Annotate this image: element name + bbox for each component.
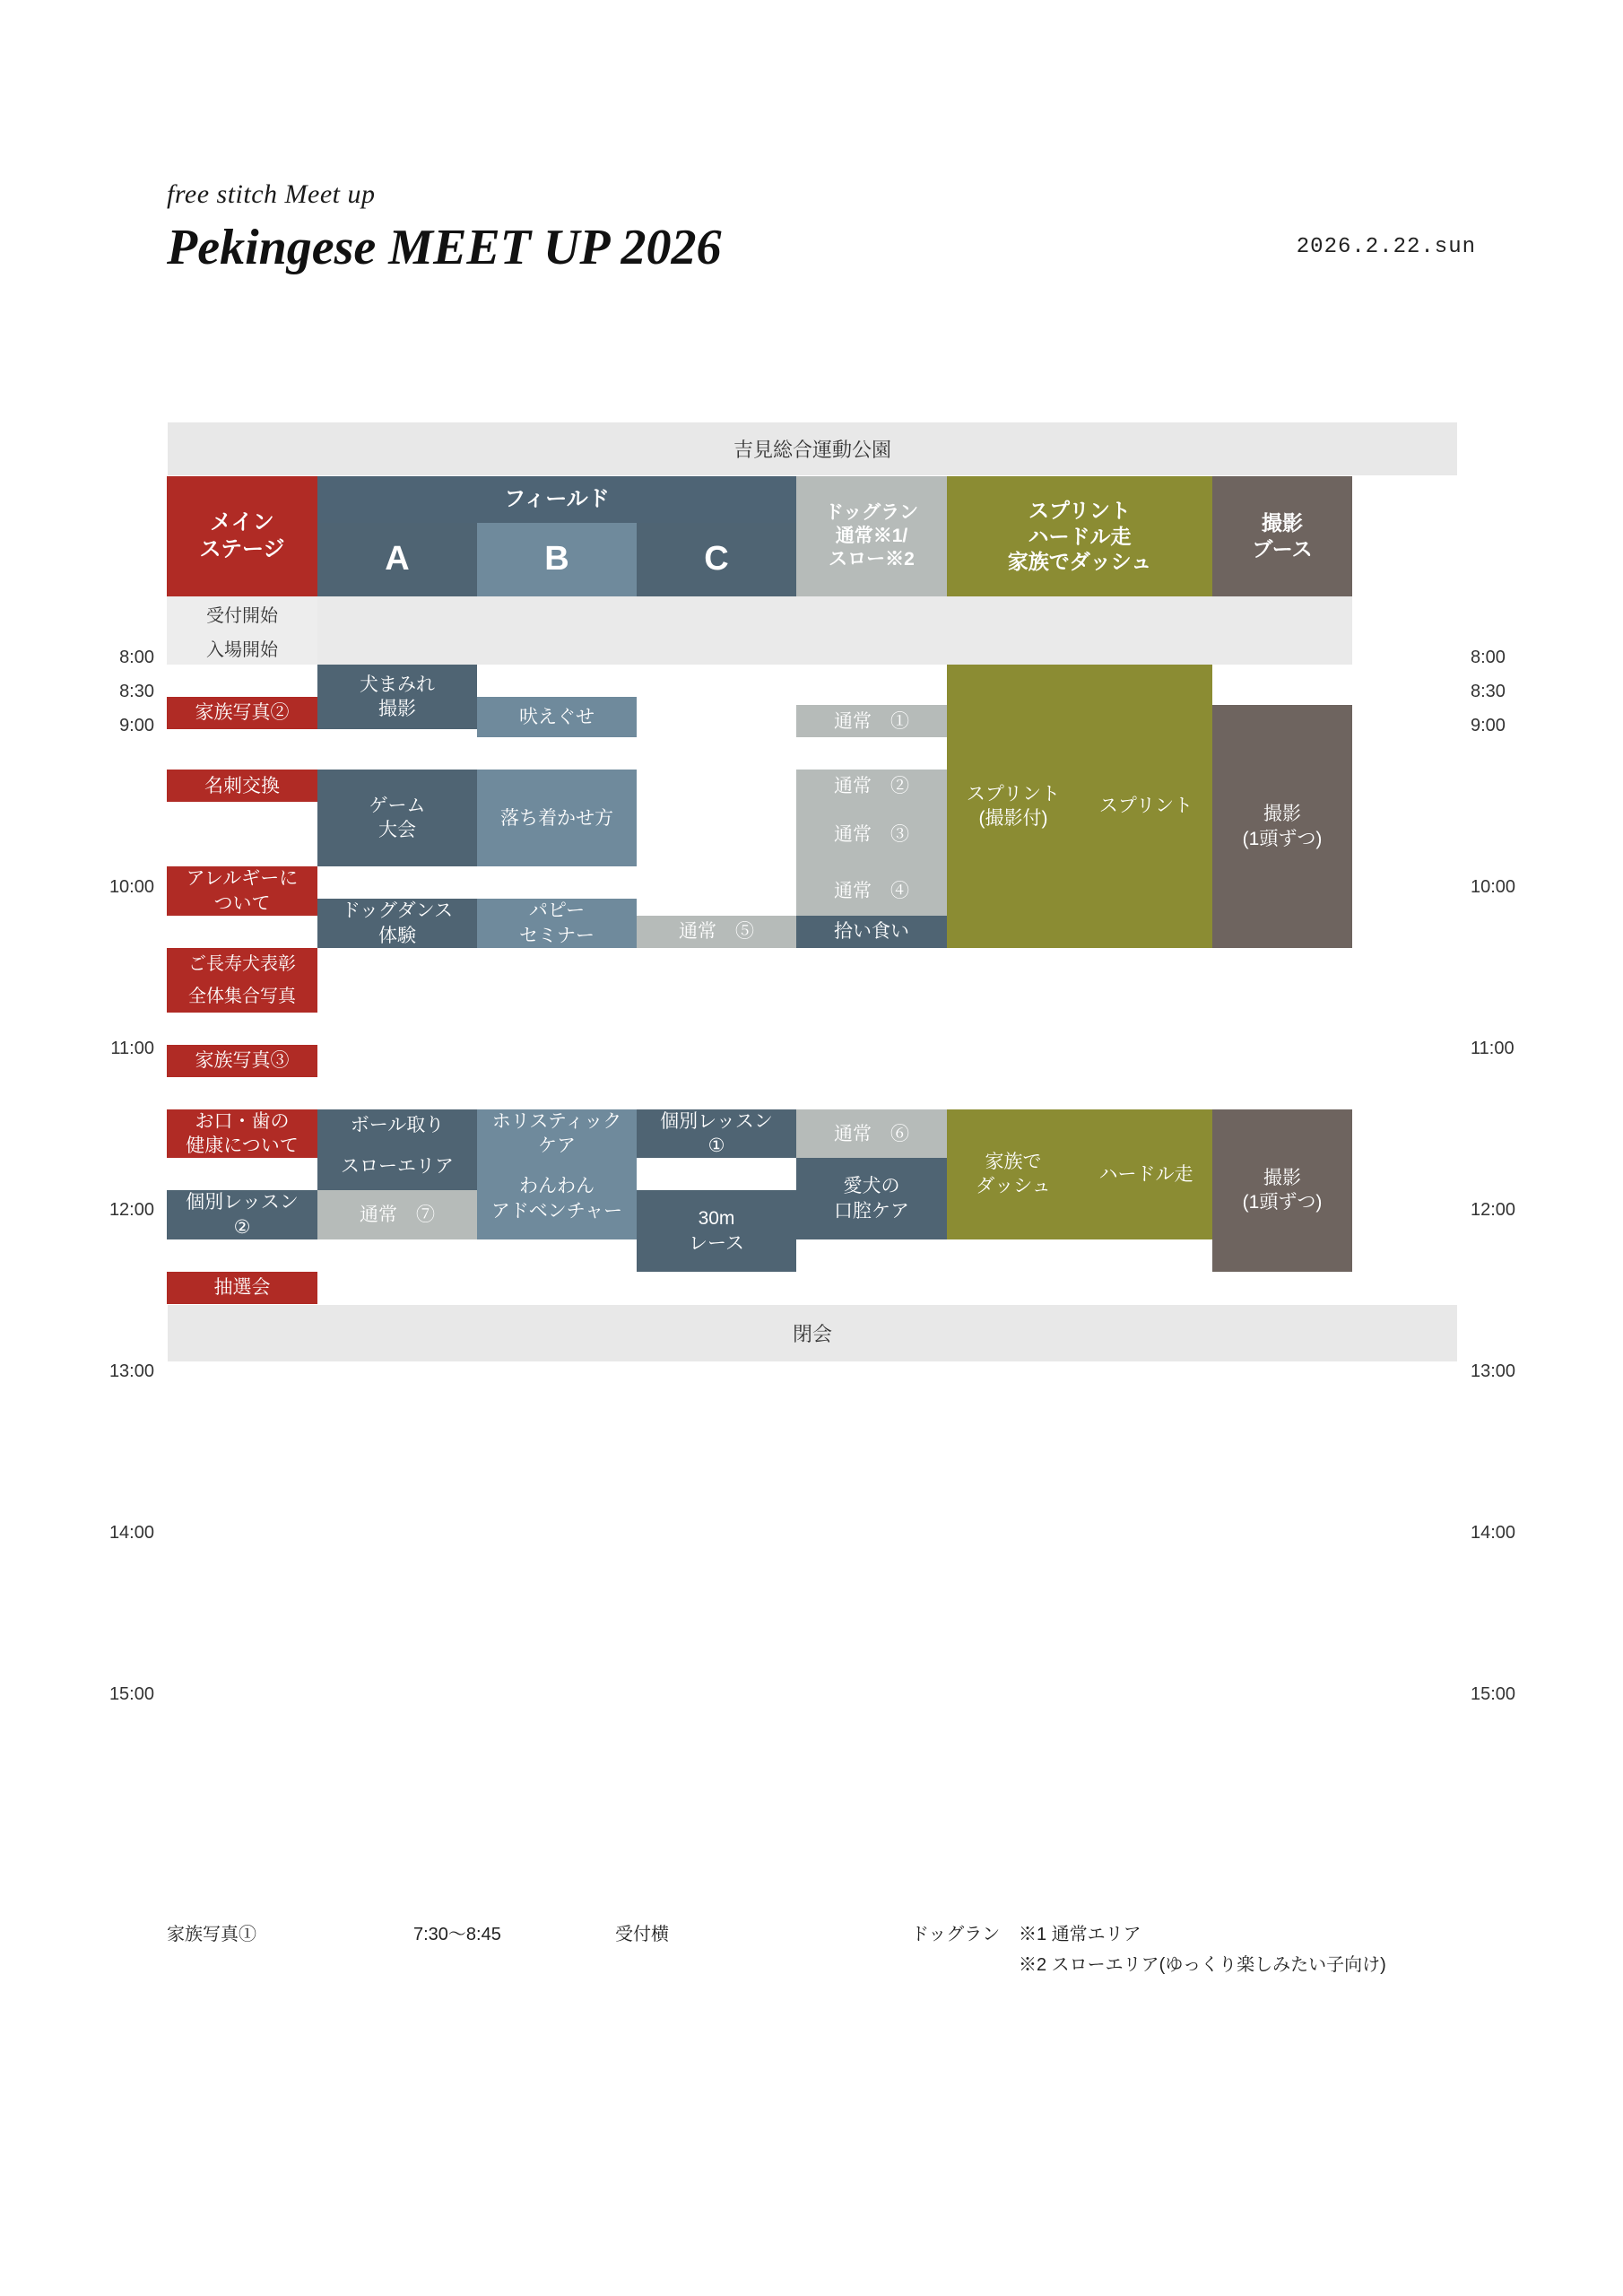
block-private-lesson-1-line1: 個別レッスン [660, 1110, 773, 1132]
cell-c-0830 [637, 631, 796, 665]
block-dogrun-normal-5: 通常 ⑤ [637, 916, 796, 948]
cell-main-1300 [167, 916, 317, 948]
block-puppy-line1: パピー [528, 900, 586, 922]
cell-main-1015 [167, 729, 317, 770]
col-header-main-stage-line1: メイン [210, 510, 274, 535]
block-puppy-line2: セミナー [519, 925, 595, 946]
col-header-dogrun-line3: スロー※2 [829, 549, 915, 570]
cell-b-0800 [477, 596, 637, 631]
cell-sprint2-0830 [1080, 631, 1212, 665]
block-game-line2: 大会 [378, 820, 416, 841]
schedule-table [167, 476, 1458, 1304]
time-right-1300: 13:00 [1471, 1361, 1516, 1381]
venue-name: 吉見総合運動公園 [167, 422, 1458, 476]
cell-b-noon [477, 948, 637, 1109]
cell-main-noon-gap2 [167, 1077, 317, 1109]
cell-a-1015 [317, 729, 477, 770]
block-family-dash-line2: ダッシュ [976, 1176, 1051, 1197]
block-sprint [1080, 665, 1212, 948]
block-photo-shoot-am [1212, 705, 1352, 948]
block-sprint-photo-line2: (撮影付) [978, 807, 1048, 829]
cell-b-0830 [477, 631, 637, 665]
cell-main-1115 [167, 802, 317, 834]
block-dog-photo-line1: 犬まみれ [360, 674, 435, 695]
block-sprint-label: スプリント [1098, 796, 1193, 817]
block-private-lesson-2-line1: 個別レッスン [186, 1192, 299, 1213]
block-30m-race [637, 1190, 796, 1272]
footer-note-2: ※2 スローエリア(ゆっくり楽しみたい子向け) [1019, 1955, 1386, 1975]
col-header-sprint [947, 476, 1212, 596]
cell-dogrun-end [637, 1272, 796, 1304]
cell-b-0900 [477, 665, 637, 697]
block-adventure-line2: アドベンチャー [490, 1200, 623, 1222]
block-dog-dance [317, 899, 477, 948]
col-header-photo-booth [1212, 476, 1352, 596]
cell-b-1215 [477, 866, 637, 899]
block-holistic-line2: ケア [538, 1135, 576, 1157]
cell-entry-open: 入場開始 [167, 631, 317, 665]
block-oral-care-line2: 口腔ケア [834, 1200, 909, 1222]
cell-dogrun-0800 [796, 596, 947, 631]
col-header-dogrun-line1: ドッグラン [824, 501, 919, 523]
event-title: Pekingese MEET UP 2026 [167, 220, 722, 275]
cell-c-0800 [637, 596, 796, 631]
footer-family-photo-1-label: 家族写真① [167, 1925, 256, 1944]
block-30m-race-line2: レース [689, 1232, 744, 1254]
col-header-photo-line2: ブース [1252, 537, 1313, 561]
col-header-sprint-line1: スプリント [1028, 498, 1132, 522]
cell-photo-0800 [1212, 596, 1352, 631]
block-private-lesson-1-line2: ① [707, 1135, 725, 1157]
footer-row-1 [167, 1919, 1476, 1950]
block-dog-dance-line1: ドッグダンス [341, 900, 454, 922]
block-family-photo-3: 家族写真③ [167, 1045, 317, 1077]
col-header-photo-line1: 撮影 [1262, 511, 1304, 535]
block-game-tournament [317, 770, 477, 866]
footer-dogrun-label: ドッグラン [911, 1925, 1001, 1944]
block-photo-shoot-pm-line1: 撮影 [1263, 1168, 1302, 1189]
block-longevity-award: ご長寿犬表彰 [167, 948, 317, 980]
cell-main-1145 [167, 834, 317, 866]
block-card-exchange: 名刺交換 [167, 770, 317, 802]
time-left-1100: 11:00 [110, 1039, 154, 1058]
cell-photo-0900 [1212, 665, 1352, 705]
block-family-photo-2: 家族写真② [167, 697, 317, 729]
footer-family-photo-1-time: 7:30〜8:45 [413, 1925, 501, 1944]
row-0830 [167, 631, 1458, 665]
cell-photo-noon [1431, 948, 1458, 1109]
block-dogrun-normal-2: 通常 ② [796, 770, 947, 802]
col-header-dogrun-line2: 通常※1/ [835, 525, 908, 546]
cell-dogrun-0900 [796, 665, 947, 705]
block-ball-fetch: ボール取り [317, 1109, 477, 1142]
block-dog-dance-line2: 体験 [378, 925, 416, 946]
col-header-sprint-line3: 家族でダッシュ [1007, 550, 1152, 574]
block-dogrun-normal-1: 通常 ① [796, 705, 947, 737]
block-allergy-line1: アレルギーに [186, 868, 299, 890]
footer-note-1: ※1 通常エリア [1019, 1925, 1141, 1944]
cell-photo-end [1352, 1239, 1378, 1304]
cell-sprint1-0800 [947, 596, 1080, 631]
table-header-row-1 [167, 476, 1458, 523]
cell-a-end [317, 1239, 477, 1304]
block-oral-health-line1: お口・歯の [195, 1110, 290, 1132]
block-slow-area: スローエリア [317, 1142, 477, 1191]
block-puppy-seminar [477, 899, 637, 948]
cell-dogrun-1030 [477, 737, 637, 770]
time-left-0900: 9:00 [119, 716, 154, 735]
time-right-1400: 14:00 [1471, 1523, 1516, 1543]
cell-main-0900 [167, 665, 317, 697]
time-left-0800: 8:00 [119, 648, 154, 667]
block-photo-shoot-am-line1: 撮影 [1263, 804, 1302, 825]
schedule-grid [167, 422, 1458, 1362]
block-dogrun-normal-3: 通常 ③ [796, 802, 947, 866]
cell-dogrun-noon [1352, 948, 1378, 1109]
cell-dogrun-pm-gap [637, 1158, 796, 1190]
cell-main-noon-gap [167, 1013, 317, 1045]
time-left-1200: 12:00 [108, 1200, 154, 1220]
cell-main-pm-gap [167, 1158, 317, 1190]
block-30m-race-line1: 30m [698, 1208, 735, 1230]
block-private-lesson-2 [167, 1190, 317, 1239]
block-oral-health-line2: 健康について [186, 1135, 299, 1157]
block-family-dash-line1: 家族で [985, 1152, 1042, 1173]
block-lottery: 抽選会 [167, 1272, 317, 1304]
col-header-b: B [477, 523, 637, 596]
block-photo-shoot-am-line2: (1頭ずつ) [1242, 828, 1323, 849]
block-adventure-line1: わんわん [519, 1176, 595, 1197]
col-header-sprint-line2: ハードル走 [1028, 524, 1132, 548]
time-left-1300: 13:00 [108, 1361, 154, 1381]
block-oral-care [796, 1158, 947, 1239]
footer-family-photo-1-place: 受付横 [615, 1925, 669, 1944]
block-game-line1: ゲーム [369, 796, 426, 816]
time-right-0830: 8:30 [1471, 682, 1506, 701]
time-ruler-left [54, 422, 154, 1892]
time-right-1200: 12:00 [1471, 1200, 1516, 1220]
col-header-c: C [637, 523, 796, 596]
cell-sprint2-noon [1405, 948, 1431, 1109]
block-calming: 落ち着かせ方 [477, 770, 637, 866]
cell-main-pm-gap2 [167, 1239, 317, 1272]
block-oral-care-line1: 愛犬の [843, 1176, 900, 1197]
block-dogrun-normal-7: 通常 ⑦ [317, 1190, 477, 1239]
footer-notes [167, 1919, 1476, 1980]
col-header-main-stage-line2: ステージ [199, 537, 285, 561]
time-left-1000: 10:00 [108, 877, 154, 897]
cell-b-1015 [1352, 729, 1378, 770]
col-header-main-stage [167, 476, 317, 596]
poster-header [167, 179, 1476, 276]
block-sprint-photo [947, 665, 1080, 948]
cell-sprint2-end [1080, 1239, 1212, 1304]
cell-reception-open: 受付開始 [167, 596, 317, 631]
block-holistic-care [477, 1109, 637, 1159]
block-pickup-eating: 拾い食い [796, 916, 947, 948]
time-right-1100: 11:00 [1471, 1039, 1515, 1058]
block-group-photo: 全体集合写真 [167, 980, 317, 1013]
cell-a-0830 [317, 631, 477, 665]
block-sprint-photo-line1: スプリント [966, 783, 1061, 804]
time-left-1400: 14:00 [108, 1523, 154, 1543]
cell-a-0800 [317, 596, 477, 631]
block-private-lesson-1 [637, 1109, 796, 1159]
block-dogrun-normal-6: 通常 ⑥ [796, 1109, 947, 1159]
col-header-a: A [317, 523, 477, 596]
cell-photo-0830 [1212, 631, 1352, 665]
cell-sprint2-0800 [1080, 596, 1212, 631]
cell-sprint1-noon [1379, 948, 1405, 1109]
cell-a-noon [317, 948, 477, 1109]
block-oral-health [167, 1109, 317, 1159]
block-bark-habit: 吠えぐせ [477, 697, 637, 737]
col-header-dogrun [796, 476, 947, 596]
block-hurdle-race: ハードル走 [1080, 1109, 1212, 1239]
cell-c-noon [637, 948, 796, 1109]
cell-sprint1-0830 [947, 631, 1080, 665]
time-right-0800: 8:00 [1471, 648, 1506, 667]
event-subtitle: free stitch Meet up [167, 179, 376, 209]
block-private-lesson-2-line2: ② [233, 1216, 251, 1238]
block-family-dash [947, 1109, 1080, 1239]
cell-c-end [796, 1239, 947, 1304]
footer-row-2 [167, 1950, 1476, 1980]
event-date: 2026.2.22.sun [1296, 235, 1476, 259]
block-dogrun-normal-4: 通常 ④ [796, 866, 947, 916]
col-header-field: フィールド [317, 476, 796, 523]
block-holistic-line1: ホリスティック [491, 1110, 622, 1132]
time-left-1500: 15:00 [108, 1684, 154, 1704]
time-left-0830: 8:30 [119, 682, 154, 701]
time-ruler-right [1471, 422, 1578, 1892]
block-wanwan-adventure [477, 1158, 637, 1239]
cell-dogrun-0830 [796, 631, 947, 665]
closing-row: 閉会 [167, 1304, 1458, 1362]
time-right-1000: 10:00 [1471, 877, 1516, 897]
block-dog-photo [317, 665, 477, 729]
block-dog-photo-line2: 撮影 [378, 699, 416, 719]
row-0800 [167, 596, 1458, 631]
time-right-0900: 9:00 [1471, 716, 1506, 735]
time-right-1500: 15:00 [1471, 1684, 1516, 1704]
cell-c-morning [637, 665, 796, 916]
block-allergy [167, 866, 317, 916]
block-allergy-line2: ついて [213, 892, 271, 914]
cell-a-1215 [317, 866, 477, 899]
cell-b-end [477, 1239, 637, 1304]
block-photo-shoot-pm-line2: (1頭ずつ) [1242, 1192, 1323, 1213]
block-photo-shoot-pm [1212, 1109, 1352, 1272]
cell-sprint1-end [947, 1239, 1080, 1304]
